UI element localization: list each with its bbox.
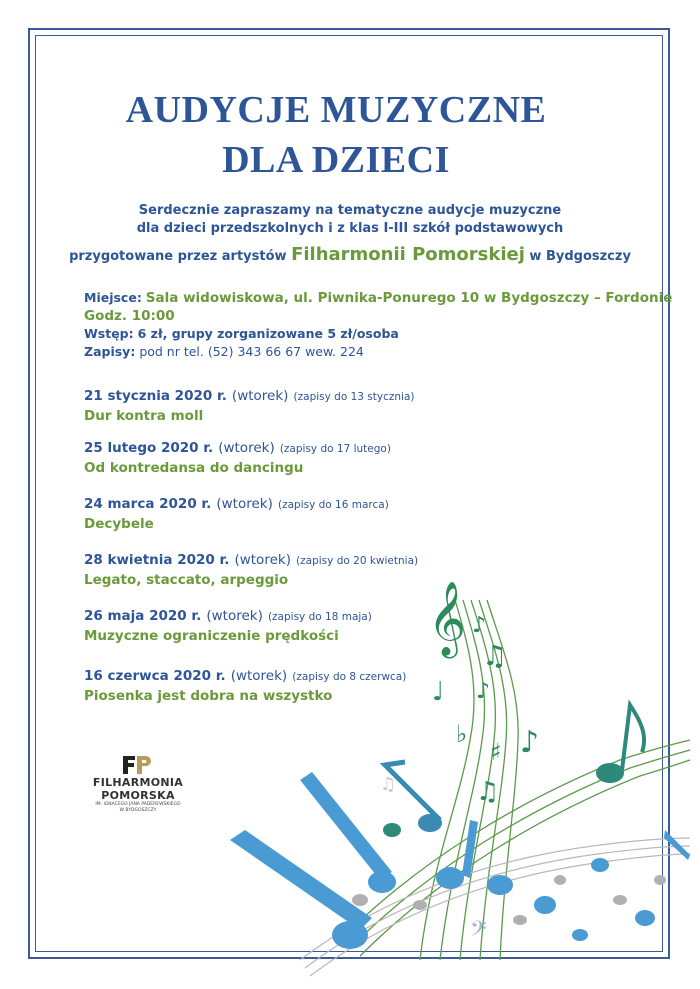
event-signup-note: (zapisy do 8 czerwca) <box>292 671 407 683</box>
event-day: (wtorek) <box>231 388 289 404</box>
title-line-2: DLA DZIECI <box>222 139 450 181</box>
event-item <box>84 385 415 424</box>
event-signup-note: (zapisy do 13 stycznia) <box>293 391 415 403</box>
svg-text:♯: ♯ <box>490 738 502 766</box>
event-signup-note: (zapisy do 16 marca) <box>277 499 389 511</box>
svg-text:♪: ♪ <box>472 613 487 638</box>
event-item <box>84 549 418 588</box>
teal-notes <box>383 705 644 837</box>
event-day: (wtorek) <box>234 552 291 568</box>
event-name: Decybele <box>84 516 154 532</box>
event-name: Dur kontra moll <box>84 408 204 424</box>
intro-line-1: Serdecznie zapraszamy na tematyczne audycje muzyczne <box>138 203 562 218</box>
event-date: 16 czerwca 2020 r. <box>84 668 226 684</box>
event-signup-note: (zapisy do 18 maja) <box>267 611 372 623</box>
event-name: Od kontredansa do dancingu <box>84 460 304 476</box>
grey-staff-lines <box>300 838 690 976</box>
event-info <box>84 289 672 361</box>
svg-text:♪: ♪ <box>476 679 491 704</box>
event-name: Muzyczne ograniczenie prędkości <box>84 628 339 644</box>
svg-text:𝄞: 𝄞 <box>428 582 466 656</box>
svg-text:♫: ♫ <box>476 777 500 807</box>
event-date: 28 kwietnia 2020 r. <box>84 552 230 568</box>
event-date: 21 stycznia 2020 r. <box>84 388 227 404</box>
logo-line-1: FILHARMONIA <box>92 776 184 789</box>
event-signup-note: (zapisy do 20 kwietnia) <box>296 555 419 567</box>
event-item <box>84 493 389 532</box>
svg-text:♪: ♪ <box>520 725 540 760</box>
svg-text:♫: ♫ <box>380 774 397 795</box>
entry-row <box>84 325 672 343</box>
logo-line-2: POMORSKA <box>101 789 175 802</box>
intro-highlight: Filharmonii Pomorskiej <box>291 244 525 265</box>
title-line-1: AUDYCJE MUZYCZNE <box>125 89 547 131</box>
place-value: Sala widowiskowa, ul. Piwnika-Ponurego 10 w Bydgoszczy – Fordonie <box>145 290 673 306</box>
event-item <box>84 437 391 476</box>
signup-row <box>84 343 672 361</box>
event-date: 25 lutego 2020 r. <box>84 440 214 456</box>
logo-line-3: IM. IGNACEGO JANA PADEREWSKIEGO <box>95 802 181 807</box>
signup-label: Zapisy: <box>84 344 136 359</box>
event-date: 26 maja 2020 r. <box>84 608 202 624</box>
event-day: (wtorek) <box>206 608 263 624</box>
event-day: (wtorek) <box>230 668 288 684</box>
svg-text:♩: ♩ <box>432 677 445 707</box>
entry-value: 6 zł, grupy zorganizowane 5 zł/osoba <box>137 326 399 341</box>
fp-logo-mark-icon <box>121 754 155 776</box>
intro-line-2: dla dzieci przedszkolnych i z klas I-III szkół podstawowych <box>136 221 564 236</box>
event-name: Piosenka jest dobra na wszystko <box>84 688 333 704</box>
place-label: Miejsce: <box>84 290 142 305</box>
svg-text:♭: ♭ <box>456 720 468 748</box>
signup-value: pod nr tel. (52) 343 66 67 wew. 224 <box>139 344 364 359</box>
event-signup-note: (zapisy do 17 lutego) <box>279 443 391 455</box>
page-title <box>0 88 672 182</box>
intro-prefix: przygotowane przez artystów <box>69 249 287 264</box>
intro-line-3 <box>0 246 700 266</box>
svg-text:♫: ♫ <box>482 639 508 672</box>
event-item <box>84 665 406 704</box>
event-day: (wtorek) <box>216 496 273 512</box>
treble-clef-icon <box>428 582 466 659</box>
event-date: 24 marca 2020 r. <box>84 496 212 512</box>
event-item <box>84 605 372 644</box>
event-name: Legato, staccato, arpeggio <box>84 572 289 588</box>
svg-text:𝄢: 𝄢 <box>470 917 487 947</box>
intro-suffix: w Bydgoszczy <box>529 249 631 264</box>
filharmonia-logo <box>88 754 188 814</box>
place-row <box>84 289 672 307</box>
time-row: Godz. 10:00 <box>84 308 175 324</box>
entry-label: Wstęp: <box>84 326 134 341</box>
logo-line-4: W BYDGOSZCZY <box>119 808 157 813</box>
blue-notes <box>230 772 690 949</box>
event-day: (wtorek) <box>218 440 275 456</box>
